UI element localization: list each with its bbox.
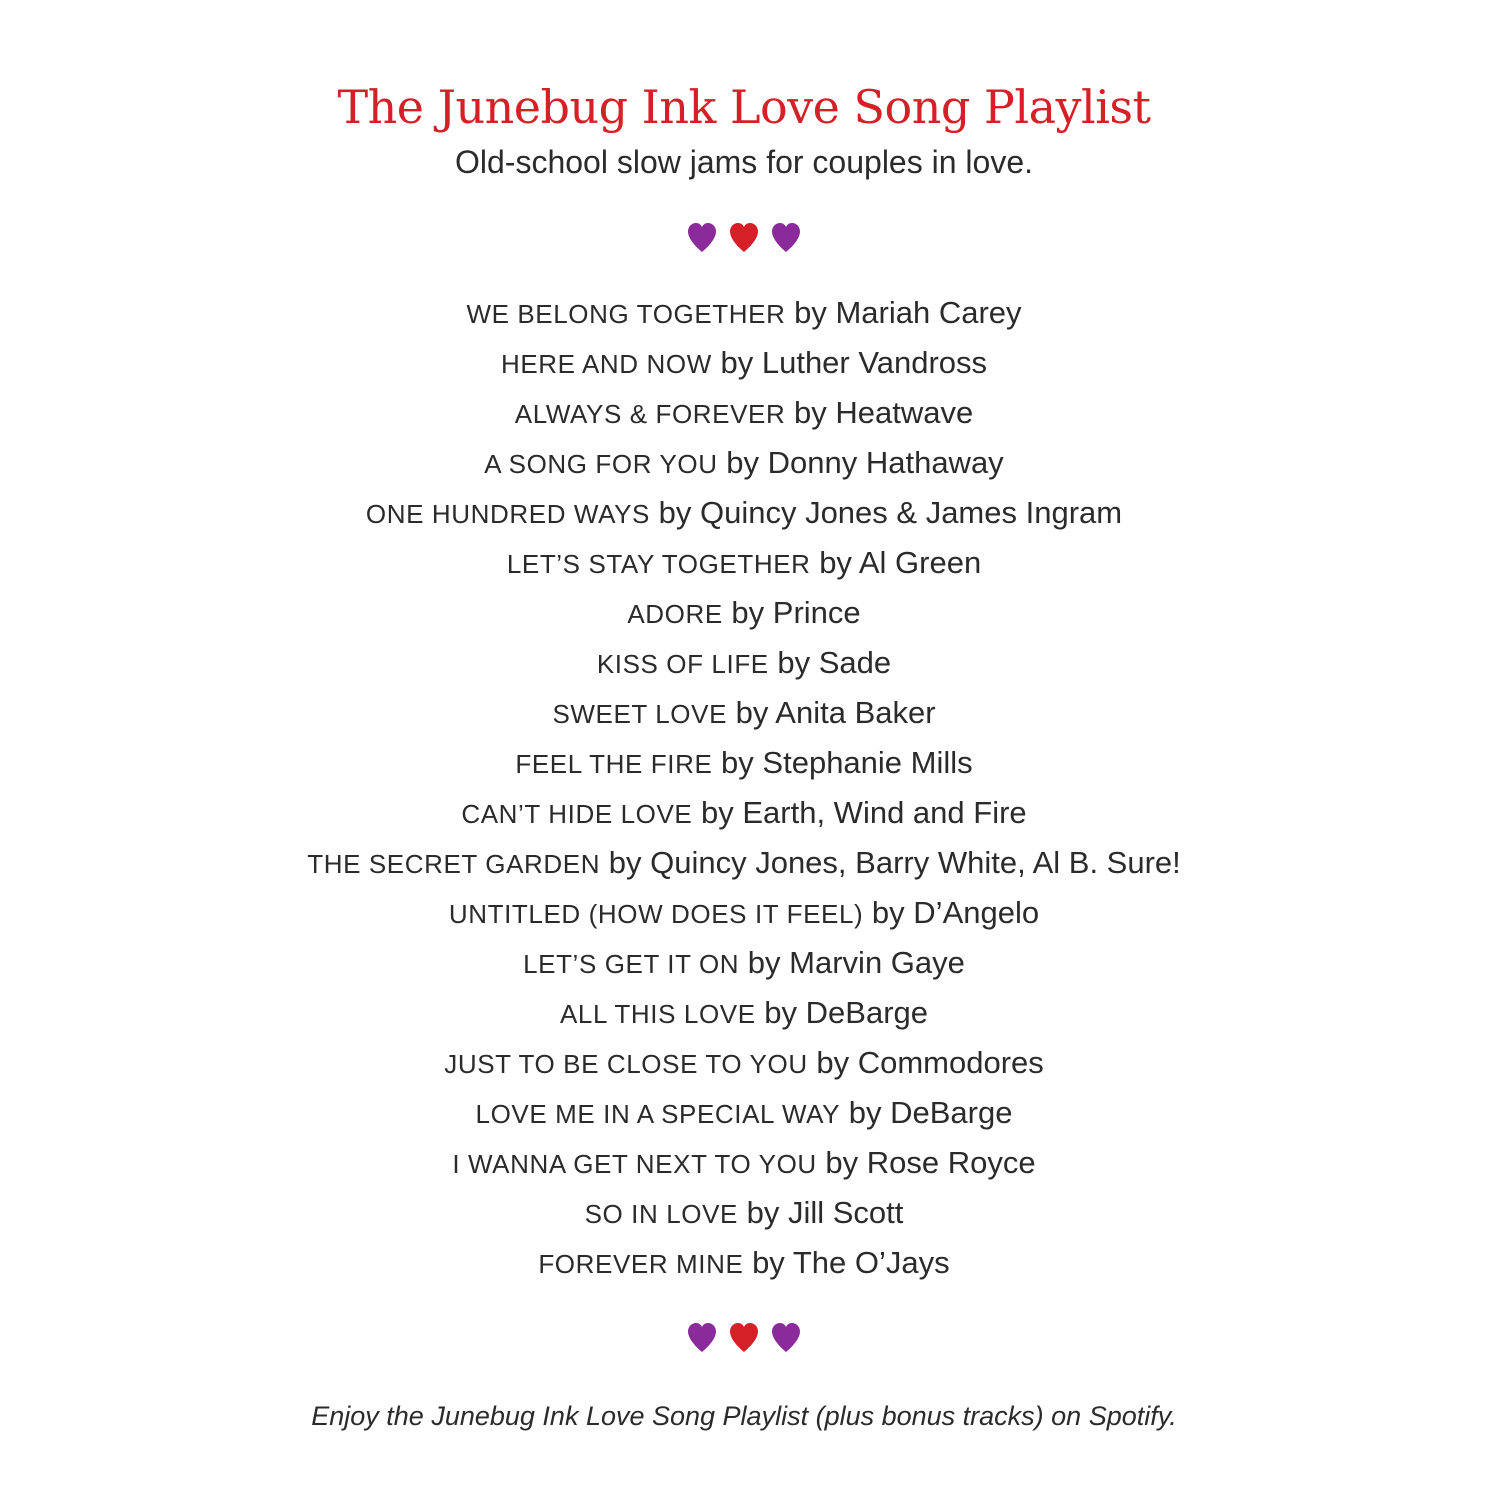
song-title: JUST TO BE CLOSE TO YOU: [444, 1049, 808, 1079]
song-artist: D’Angelo: [913, 895, 1040, 930]
song-by-label: by: [731, 595, 765, 630]
song-by-label: by: [848, 1095, 882, 1130]
heart-icon: [686, 221, 718, 255]
song-list: [0, 288, 1488, 1288]
song-title: FEEL THE FIRE: [515, 749, 713, 779]
song-by-label: by: [726, 445, 759, 480]
song-item: [0, 688, 1488, 738]
song-artist: Donny Hathaway: [767, 445, 1004, 480]
song-title: LOVE ME IN A SPECIAL WAY: [475, 1099, 841, 1129]
song-title: THE SECRET GARDEN: [307, 849, 601, 879]
song-artist: DeBarge: [805, 995, 929, 1030]
song-item: [0, 388, 1488, 438]
song-title: FOREVER MINE: [538, 1249, 744, 1279]
heart-icon: [728, 221, 760, 255]
song-title: SO IN LOVE: [584, 1199, 738, 1229]
song-item: [0, 838, 1488, 888]
song-by-label: by: [658, 495, 692, 530]
song-title: A SONG FOR YOU: [484, 449, 718, 479]
song-by-label: by: [721, 745, 754, 780]
song-by-label: by: [764, 995, 798, 1030]
song-artist: Al Green: [858, 545, 982, 580]
page-subtitle: Old-school slow jams for couples in love.: [454, 144, 1033, 180]
song-item: [0, 438, 1488, 488]
hearts-divider-bottom: [0, 1318, 1488, 1358]
spotify-footer-note: Enjoy the Junebug Ink Love Song Playlist (plus bonus tracks) on Spotify.: [311, 1401, 1177, 1431]
song-title: LET’S STAY TOGETHER: [506, 549, 811, 579]
song-title: ALWAYS & FOREVER: [514, 399, 786, 429]
song-artist: Luther Vandross: [761, 345, 988, 380]
song-item: [0, 1088, 1488, 1138]
song-title: I WANNA GET NEXT TO YOU: [452, 1149, 817, 1179]
song-by-label: by: [747, 945, 781, 980]
song-title: UNTITLED (HOW DOES IT FEEL): [448, 899, 864, 929]
song-artist: Rose Royce: [866, 1145, 1036, 1180]
page-title: The Junebug Ink Love Song Playlist: [337, 80, 1151, 134]
song-item: [0, 288, 1488, 338]
song-artist: Commodores: [857, 1045, 1044, 1080]
song-title: SWEET LOVE: [552, 699, 728, 729]
song-by-label: by: [746, 1195, 780, 1230]
song-item: [0, 988, 1488, 1038]
song-artist: Quincy Jones & James Ingram: [699, 495, 1123, 530]
song-by-label: by: [608, 845, 642, 880]
song-item: [0, 638, 1488, 688]
song-by-label: by: [752, 1245, 785, 1280]
song-item: [0, 1188, 1488, 1238]
song-item: [0, 1038, 1488, 1088]
song-item: [0, 938, 1488, 988]
song-item: [0, 1138, 1488, 1188]
song-title: LET’S GET IT ON: [523, 949, 740, 979]
song-artist: Mariah Carey: [835, 295, 1022, 330]
song-by-label: by: [871, 895, 905, 930]
song-item: [0, 888, 1488, 938]
heart-icon: [728, 1321, 760, 1355]
song-by-label: by: [700, 795, 734, 830]
song-artist: Anita Baker: [775, 695, 936, 730]
song-item: [0, 738, 1488, 788]
song-item: [0, 588, 1488, 638]
heart-icon: [770, 221, 802, 255]
song-item: [0, 1238, 1488, 1288]
heart-icon: [770, 1321, 802, 1355]
hearts-divider-top: [0, 218, 1488, 258]
song-title: KISS OF LIFE: [596, 649, 769, 679]
song-by-label: by: [794, 295, 827, 330]
song-artist: Stephanie Mills: [762, 745, 973, 780]
song-artist: Prince: [772, 595, 861, 630]
song-item: [0, 788, 1488, 838]
song-by-label: by: [735, 695, 769, 730]
song-artist: Jill Scott: [787, 1195, 904, 1230]
song-by-label: by: [720, 345, 754, 380]
song-item: [0, 538, 1488, 588]
song-artist: DeBarge: [890, 1095, 1013, 1130]
song-artist: Earth, Wind and Fire: [742, 795, 1027, 830]
song-title: ALL THIS LOVE: [559, 999, 756, 1029]
song-title: CAN’T HIDE LOVE: [461, 799, 693, 829]
song-by-label: by: [819, 545, 852, 580]
song-artist: Heatwave: [835, 395, 974, 430]
heart-icon: [686, 1321, 718, 1355]
song-artist: Quincy Jones, Barry White, Al B. Sure!: [650, 845, 1181, 880]
song-by-label: by: [794, 395, 827, 430]
song-title: ADORE: [627, 599, 723, 629]
song-by-label: by: [825, 1145, 859, 1180]
song-title: HERE AND NOW: [500, 349, 712, 379]
song-item: [0, 338, 1488, 388]
song-title: WE BELONG TOGETHER: [466, 299, 786, 329]
song-by-label: by: [777, 645, 811, 680]
song-artist: The O’Jays: [792, 1245, 950, 1280]
song-item: [0, 488, 1488, 538]
song-artist: Sade: [818, 645, 892, 680]
song-title: ONE HUNDRED WAYS: [365, 499, 650, 529]
song-artist: Marvin Gaye: [789, 945, 965, 980]
song-by-label: by: [816, 1045, 850, 1080]
